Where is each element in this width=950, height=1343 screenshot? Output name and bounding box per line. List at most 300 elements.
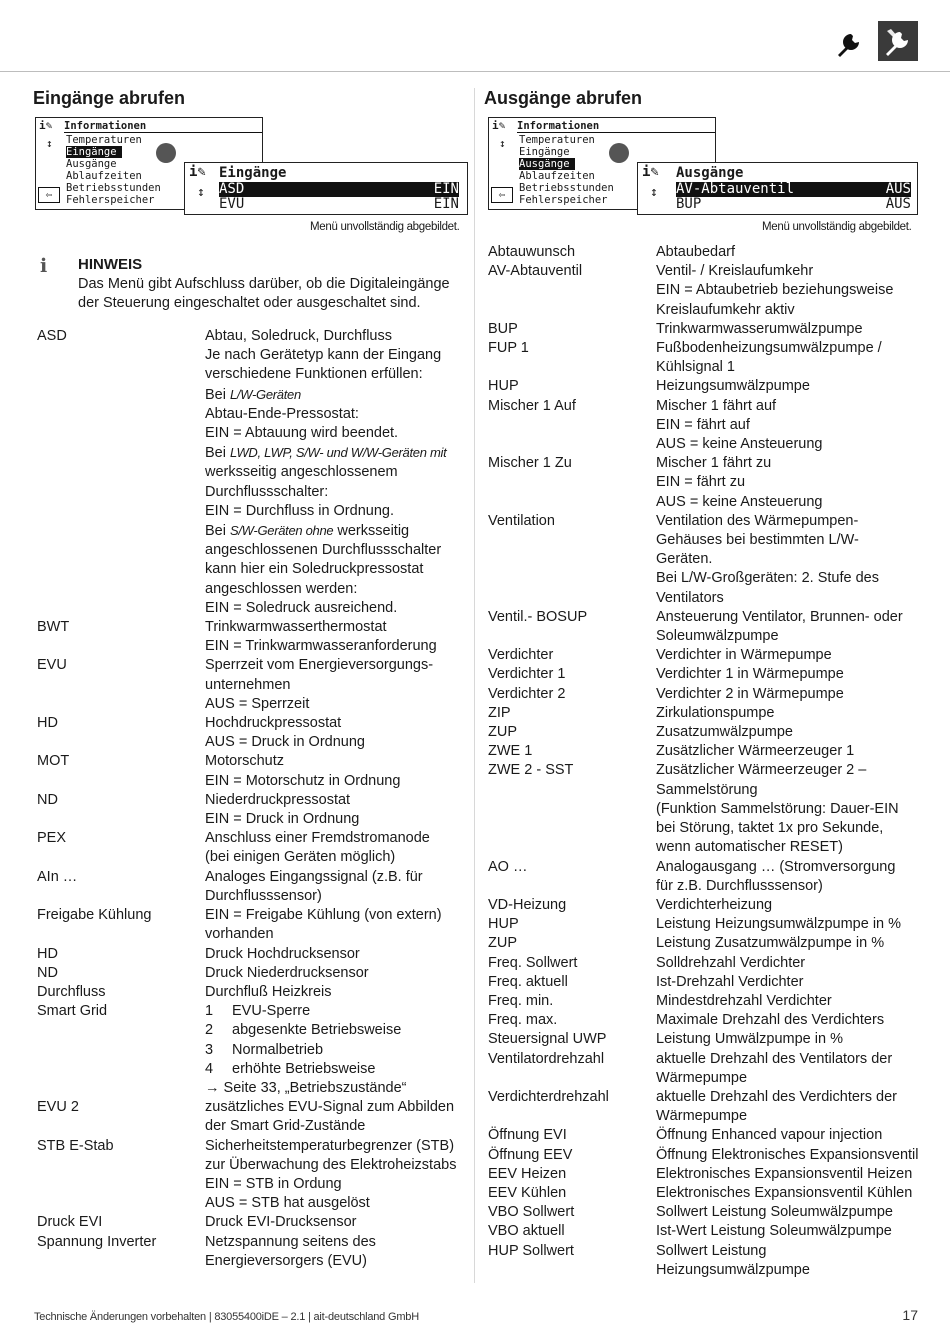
definition-row <box>488 915 919 934</box>
line-text: Sollwert Leistung <box>656 1242 767 1259</box>
definition-description <box>205 656 433 714</box>
arrow-updown-icon: ↕ <box>197 185 205 200</box>
definition-term: ND <box>37 791 58 808</box>
definition-term: ZWE 1 <box>488 743 533 760</box>
definition-description <box>656 665 844 684</box>
line-text: Je nach Gerätetyp kann der Eingang <box>205 347 442 364</box>
definition-row <box>488 723 919 742</box>
line-text: EIN = fährt auf <box>656 416 750 433</box>
definition-term: Ventilation <box>488 512 555 529</box>
description-line <box>205 752 400 771</box>
definition-term: PEX <box>37 830 67 847</box>
arrow-updown-icon: ↕ <box>650 185 658 200</box>
definition-description <box>656 992 832 1011</box>
definition-description <box>205 1233 376 1271</box>
line-text: Bei <box>205 523 230 540</box>
description-line <box>656 301 893 320</box>
line-text: Solldrehzahl Verdichter <box>656 954 806 971</box>
definition-row <box>488 608 919 646</box>
definition-term: Öffnung EEV <box>488 1146 573 1163</box>
footer-text: Technische Änderungen vorbehalten | 83055400iDE – 2.1 | ait-deutschland GmbH <box>34 1311 419 1323</box>
line-text: Leistung Zusatzumwälzpumpe in % <box>656 935 885 952</box>
line-text: Fußbodenheizungsumwälzpumpe / <box>656 340 882 357</box>
definition-term: Abtauwunsch <box>488 244 576 260</box>
definition-row <box>37 906 456 944</box>
description-line <box>205 1041 407 1060</box>
definition-row <box>488 512 919 608</box>
line-text: Bei <box>205 445 230 462</box>
definition-term: ZUP <box>488 724 517 741</box>
definition-row <box>37 752 456 790</box>
line-text: unternehmen <box>205 676 291 693</box>
description-line <box>656 454 822 473</box>
line-text: EIN = Trinkwarmwasseranforderung <box>205 638 437 655</box>
line-text: zur Überwachung des Elektroheizstabs <box>205 1156 457 1173</box>
lcd-row-value: AUS <box>885 181 911 197</box>
definition-row <box>488 665 919 684</box>
description-line <box>205 1213 356 1232</box>
lcd-menu-item: Eingänge <box>519 146 570 158</box>
definition-term: Öffnung EVI <box>488 1127 567 1144</box>
definition-description <box>205 618 437 656</box>
line-text: Kühlsignal 1 <box>656 359 735 376</box>
description-line <box>656 877 895 896</box>
info-tool-icon: i✎ <box>189 164 206 180</box>
description-line <box>656 608 903 627</box>
description-line <box>205 502 446 521</box>
outputs-definition-list <box>488 243 919 1280</box>
line-text: AUS = Sperrzeit <box>205 695 310 712</box>
hint-line: der Steuerung eingeschaltet oder ausgeschaltet sind. <box>78 295 421 312</box>
lcd-row-name: AV-Abtauventil <box>676 181 795 197</box>
definition-term: MOT <box>37 753 70 770</box>
definition-term: HUP Sollwert <box>488 1242 574 1259</box>
description-line <box>656 531 879 550</box>
definition-term: EEV Heizen <box>488 1165 567 1182</box>
definition-row <box>488 1030 919 1049</box>
line-text: Mischer 1 fährt auf <box>656 397 777 414</box>
definition-term: Freq. min. <box>488 992 554 1009</box>
description-line <box>656 838 899 857</box>
definition-description <box>656 243 735 262</box>
definition-description <box>656 1126 882 1145</box>
line-text: bei Störung, taktet 1x pro Sekunde, <box>656 820 884 837</box>
arrow-updown-icon: ↕ <box>499 137 506 150</box>
line-text: Bei L/W-Großgeräten: 2. Stufe des <box>656 570 879 587</box>
definition-description <box>205 829 430 867</box>
line-text: Elektronisches Expansionsventil Kühlen <box>656 1184 913 1201</box>
definition-row <box>488 339 919 377</box>
lcd-menu-title: Informationen <box>517 120 715 133</box>
definition-row <box>488 896 919 915</box>
line-text: Heizungsumwälzpumpe <box>656 378 810 395</box>
line-text: Abtau-Ende-Pressostat: <box>205 405 359 422</box>
line-text: Mindestdrehzahl Verdichter <box>656 992 832 1009</box>
definition-term: Freq. max. <box>488 1012 558 1029</box>
wrench-box-icon <box>878 21 918 61</box>
header-rule <box>0 71 950 72</box>
description-line <box>205 637 437 656</box>
definition-row <box>488 377 919 396</box>
line-text: Sperrzeit vom Energieversorgungs- <box>205 657 434 674</box>
definition-term: ASD <box>37 328 67 344</box>
description-line <box>205 829 430 848</box>
line-text: verschiedene Funktionen erfüllen: <box>205 366 423 383</box>
description-line <box>205 772 400 791</box>
description-line <box>205 1175 456 1194</box>
list-number: 4 <box>205 1060 214 1077</box>
description-line <box>656 1165 912 1184</box>
definition-description <box>656 704 774 723</box>
definition-description <box>205 1137 456 1214</box>
info-tool-icon: i✎ <box>642 164 659 180</box>
back-arrow-icon: ⇦ <box>491 187 513 203</box>
description-line <box>656 954 805 973</box>
description-line <box>205 791 359 810</box>
definition-row <box>488 992 919 1011</box>
description-line <box>205 714 365 733</box>
definition-row <box>37 829 456 867</box>
line-text: (bei einigen Geräten möglich) <box>205 849 396 866</box>
definition-row <box>488 954 919 973</box>
line-text: EIN = Durchfluss in Ordnung. <box>205 502 394 519</box>
line-text: Ansteuerung Ventilator, Brunnen- oder <box>656 608 903 625</box>
line-text: Ist-Drehzahl Verdichter <box>656 973 804 990</box>
description-line <box>656 397 822 416</box>
hint-line: Das Menü gibt Aufschluss darüber, ob die Digitaleingänge <box>78 276 450 292</box>
description-line <box>205 983 332 1002</box>
definition-description <box>205 791 359 829</box>
definition-description <box>656 761 899 857</box>
definition-description <box>656 320 863 339</box>
line-text: Verdichterheizung <box>656 896 773 913</box>
description-line <box>205 1079 407 1098</box>
line-text: Soleumwälzpumpe <box>656 628 779 645</box>
description-line <box>656 569 879 588</box>
info-tool-icon: i✎ <box>39 119 53 132</box>
definition-description <box>656 742 854 761</box>
definition-term: BWT <box>37 619 70 636</box>
line-text: vorhanden <box>205 926 274 943</box>
definition-term: EVU <box>37 657 67 674</box>
line-text: Analogausgang … (Stromversorgung <box>656 858 896 875</box>
line-text: AUS = keine Ansteuerung <box>656 436 823 453</box>
description-line <box>656 627 903 646</box>
lcd-menu-item: Betriebsstunden <box>519 182 614 194</box>
column-divider <box>474 88 475 1283</box>
definition-row <box>488 858 919 896</box>
line-text: Zusätzlicher Wärmeerzeuger 2 – <box>656 762 867 779</box>
lcd-detail-panel <box>184 162 468 215</box>
definition-row <box>488 742 919 761</box>
line-text: Leistung Umwälzpumpe in % <box>656 1031 843 1048</box>
definition-term: HD <box>37 945 58 962</box>
line-text: EVU-Sperre <box>232 1003 311 1020</box>
line-text: kann hier ein Soledruckpressostat <box>205 561 424 578</box>
description-line <box>656 1107 897 1126</box>
image-caption: Menü unvollständig abgebildet. <box>762 221 912 233</box>
inputs-definition-list <box>37 327 456 1271</box>
description-line <box>656 781 899 800</box>
definition-term: Ventil.- BOSUP <box>488 608 588 625</box>
line-text: Verdichter in Wärmepumpe <box>656 647 832 664</box>
definition-description <box>205 1213 356 1232</box>
definition-term: Verdichter <box>488 647 554 664</box>
definition-row <box>37 791 456 829</box>
description-line <box>205 405 446 424</box>
description-line <box>205 327 446 346</box>
description-line <box>656 320 863 339</box>
lcd-row <box>219 197 459 212</box>
definition-description <box>656 1146 919 1165</box>
line-text: abgesenkte Betriebsweise <box>232 1022 402 1039</box>
line-text: Wärmepumpe <box>656 1069 748 1086</box>
line-text: Gehäuses bei bestimmten L/W- <box>656 532 859 549</box>
line-text: Kreislaufumkehr aktiv <box>656 301 795 318</box>
description-line <box>205 810 359 829</box>
italic-text: LWD, LWP, S/W- und W/W-Geräten mit <box>230 445 447 461</box>
definition-row <box>488 1088 919 1126</box>
definition-term: HUP <box>488 378 519 395</box>
line-text: Sollwert Leistung Soleumwälzpumpe <box>656 1204 893 1221</box>
description-line <box>656 1126 882 1145</box>
description-line <box>656 1030 843 1049</box>
definition-term: Freq. Sollwert <box>488 954 578 971</box>
line-text: Druck Hochdrucksensor <box>205 945 360 962</box>
definition-term: VBO aktuell <box>488 1223 565 1240</box>
line-text: Durchfluß Heizkreis <box>205 983 332 1000</box>
description-line <box>656 896 772 915</box>
description-line <box>656 1184 912 1203</box>
description-line <box>205 925 442 944</box>
line-text: Analoges Eingangssignal (z.B. für <box>205 868 423 885</box>
description-line <box>205 1002 407 1021</box>
definition-term: Durchfluss <box>37 983 106 1000</box>
line-text: EIN = Abtaubetrieb beziehungsweise <box>656 282 894 299</box>
description-line <box>205 424 446 443</box>
line-text: zusätzliches EVU-Signal zum Abbilden <box>205 1099 455 1116</box>
lcd-menu-item: Ausgänge <box>66 158 117 170</box>
line-text: Zusätzlicher Wärmeerzeuger 1 <box>656 743 855 760</box>
definition-description <box>656 608 903 646</box>
lcd-row-selected <box>676 182 911 197</box>
description-line <box>656 493 822 512</box>
description-line <box>656 723 793 742</box>
definition-description <box>656 1011 884 1030</box>
definition-term: AV-Abtauventil <box>488 263 583 280</box>
line-text: Wärmepumpe <box>656 1108 748 1125</box>
definition-description <box>656 646 832 665</box>
description-line <box>205 1021 407 1040</box>
definition-term: HD <box>37 715 58 732</box>
description-line <box>656 915 901 934</box>
section-title-outputs: Ausgänge abrufen <box>484 88 643 108</box>
definition-description <box>205 945 360 964</box>
lcd-row <box>676 197 911 212</box>
definition-row <box>37 868 456 906</box>
description-line <box>656 1203 893 1222</box>
definition-description <box>656 896 772 915</box>
definition-description <box>656 377 810 396</box>
description-line <box>205 964 369 983</box>
definition-row <box>488 243 919 262</box>
description-line <box>656 665 844 684</box>
definition-term: ND <box>37 964 58 981</box>
description-line <box>656 704 774 723</box>
definition-description <box>656 397 822 455</box>
definition-description <box>656 973 803 992</box>
definition-term: Spannung Inverter <box>37 1233 157 1250</box>
definition-description <box>205 752 400 790</box>
info-icon: ℹ <box>40 255 48 277</box>
description-line <box>205 848 430 867</box>
lcd-menu-item: Fehlerspeicher <box>519 194 608 206</box>
description-line <box>205 483 446 502</box>
definition-row <box>37 964 456 983</box>
description-line <box>656 761 899 780</box>
definition-description <box>205 983 332 1002</box>
lcd-menu-item: Ablaufzeiten <box>66 170 142 182</box>
definition-description <box>656 934 884 953</box>
description-line <box>656 1222 892 1241</box>
line-text: AUS = keine Ansteuerung <box>656 493 823 510</box>
arrow-updown-icon: ↕ <box>46 137 53 150</box>
description-line <box>656 1242 810 1261</box>
lcd-row-name: BUP <box>676 196 702 212</box>
definition-term: Verdichter 2 <box>488 685 566 702</box>
line-text: Durchflussschalter: <box>205 483 329 500</box>
definition-row <box>488 761 919 857</box>
definition-description <box>656 954 805 973</box>
hint-text <box>78 275 473 313</box>
definition-description <box>656 262 893 320</box>
definition-row <box>488 397 919 455</box>
line-text: für z.B. Durchflusssensor) <box>656 877 823 894</box>
description-line <box>205 695 433 714</box>
description-line <box>205 887 423 906</box>
line-text: Geräten. <box>656 551 713 568</box>
line-text: Sammelstörung <box>656 781 758 798</box>
lcd-detail-title: Eingänge <box>219 165 287 181</box>
line-text: Ventil- / Kreislaufumkehr <box>656 263 814 280</box>
lcd-menu-title: Informationen <box>64 120 262 133</box>
definition-term: Freigabe Kühlung <box>37 907 152 924</box>
line-text: werksseitig angeschlossenem <box>205 464 398 481</box>
line-text: → Seite 33, „Betriebszustände“ <box>205 1079 407 1096</box>
description-line <box>205 365 446 384</box>
definition-term: HUP <box>488 916 519 933</box>
line-text: Netzspannung seitens des <box>205 1233 376 1250</box>
description-line <box>205 1117 454 1136</box>
lcd-menu-item-selected: Eingänge <box>66 146 122 158</box>
definition-row <box>488 1146 919 1165</box>
list-number: 3 <box>205 1041 214 1058</box>
line-text: EIN = Druck in Ordnung <box>205 811 360 828</box>
lcd-row-value: AUS <box>885 196 911 212</box>
line-text: Ventilators <box>656 589 724 606</box>
description-line <box>205 906 442 925</box>
description-line <box>205 1098 454 1117</box>
description-line <box>205 1194 456 1213</box>
italic-text: S/W-Geräten ohne <box>230 523 334 539</box>
line-text: AUS = STB hat ausgelöst <box>205 1195 370 1212</box>
description-line <box>656 435 822 454</box>
definition-term: Verdichterdrehzahl <box>488 1088 609 1105</box>
definition-description <box>656 1184 912 1203</box>
description-line <box>205 656 433 675</box>
line-text: Abtau, Soledruck, Durchfluss <box>205 328 392 344</box>
description-line <box>656 1261 810 1280</box>
definition-row <box>37 618 456 656</box>
description-line <box>205 385 446 405</box>
definition-term: BUP <box>488 320 518 337</box>
line-text: der Smart Grid-Zustände <box>205 1118 366 1135</box>
definition-row <box>37 1137 456 1214</box>
definition-description <box>656 1088 897 1126</box>
line-text: angeschlossenen Durchflussschalter <box>205 542 442 559</box>
definition-row <box>488 1126 919 1145</box>
lcd-row-name: ASD <box>219 181 245 197</box>
line-text: Normalbetrieb <box>232 1041 324 1058</box>
line-text: (Funktion Sammelstörung: Dauer-EIN <box>656 800 899 817</box>
description-line <box>205 521 446 541</box>
description-line <box>656 358 882 377</box>
line-text: Niederdruckpressostat <box>205 791 351 808</box>
description-line <box>656 685 844 704</box>
definition-term: AIn … <box>37 868 78 885</box>
description-line <box>205 945 360 964</box>
definition-row <box>37 1098 456 1136</box>
line-text: wenn automatischer RESET) <box>656 839 843 856</box>
definition-row <box>488 1011 919 1030</box>
definition-description <box>656 1050 892 1088</box>
description-line <box>205 580 446 599</box>
description-line <box>656 589 879 608</box>
line-text: Heizungsumwälzpumpe <box>656 1261 810 1278</box>
list-number: 1 <box>205 1003 214 1020</box>
info-tool-icon: i✎ <box>492 119 506 132</box>
description-line <box>205 1252 376 1271</box>
description-line <box>656 416 822 435</box>
definition-row <box>488 685 919 704</box>
line-text: Anschluss einer Fremdstromanode <box>205 830 430 847</box>
line-text: AUS = Druck in Ordnung <box>205 734 365 751</box>
definition-term: STB E-Stab <box>37 1137 114 1154</box>
italic-text: L/W-Geräten <box>230 386 301 402</box>
description-line <box>205 733 365 752</box>
line-text: werksseitig <box>333 523 410 540</box>
definition-term: AO … <box>488 858 528 875</box>
description-line <box>205 541 446 560</box>
definition-row <box>488 646 919 665</box>
definition-term: Smart Grid <box>37 1003 108 1020</box>
definition-row <box>488 934 919 953</box>
definition-description <box>656 1203 893 1222</box>
definition-description <box>656 339 882 377</box>
lcd-menu-item: Fehlerspeicher <box>66 194 155 206</box>
line-text: Mischer 1 fährt zu <box>656 455 772 472</box>
page-number: 17 <box>902 1307 918 1323</box>
line-text: Öffnung Enhanced vapour injection <box>656 1127 883 1144</box>
definition-term: ZUP <box>488 935 517 952</box>
definition-row <box>37 1213 456 1232</box>
definition-description <box>656 454 822 512</box>
line-text: Öffnung Elektronisches Expansionsventil <box>656 1146 919 1163</box>
lcd-row-selected <box>219 182 459 197</box>
definition-row <box>37 714 456 752</box>
definition-term: ZWE 2 - SST <box>488 762 574 779</box>
line-text: Ventilation des Wärmepumpen- <box>656 512 859 529</box>
